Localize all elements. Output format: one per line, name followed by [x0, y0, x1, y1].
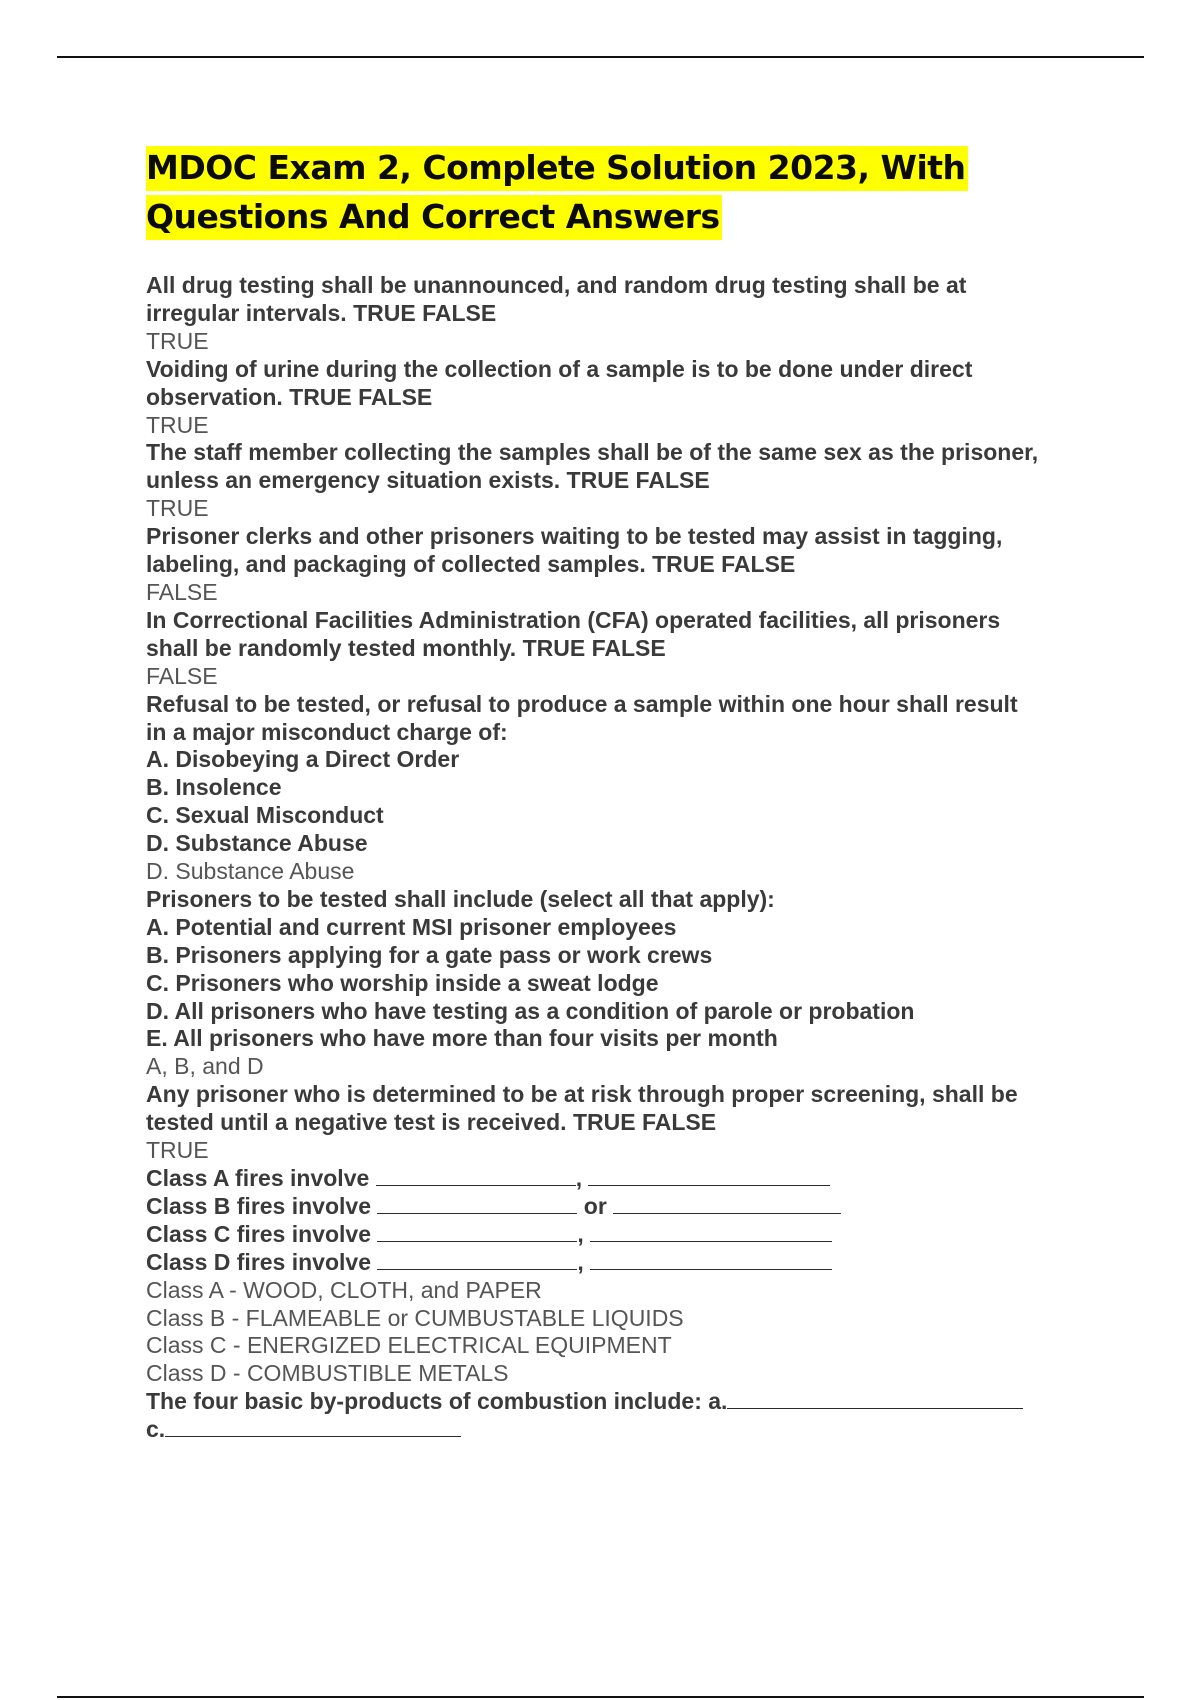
- blank-line: [377, 1223, 577, 1242]
- option-item: A. Disobeying a Direct Order: [146, 746, 460, 773]
- answer-text: TRUE: [146, 495, 209, 522]
- blank-line: [727, 1390, 1023, 1409]
- answer-text: TRUE: [146, 411, 209, 438]
- option-item: D. Substance Abuse: [146, 830, 368, 857]
- question-text: tested until a negative test is received. TRUE FALSE: [146, 1109, 717, 1136]
- answer-text: Class A - WOOD, CLOTH, and PAPER: [146, 1276, 542, 1303]
- blank-line: [590, 1223, 832, 1242]
- answer-text: TRUE: [146, 1137, 209, 1164]
- question-text: Any prisoner who is determined to be at risk through proper screening, shall be: [146, 1081, 1018, 1108]
- fill-in-label: Class B fires involve: [146, 1192, 371, 1219]
- answer-text: A, B, and D: [146, 1053, 264, 1080]
- question-text: Refusal to be tested, or refusal to produce a sample within one hour shall result: [146, 690, 1018, 717]
- option-item: D. All prisoners who have testing as a condition of parole or probation: [146, 997, 915, 1024]
- top-rule: [57, 56, 1144, 58]
- question-text: All drug testing shall be unannounced, and random drug testing shall be at: [146, 272, 967, 298]
- answer-text: FALSE: [146, 578, 218, 605]
- option-item: A. Potential and current MSI prisoner employees: [146, 913, 677, 940]
- blank-line: [377, 1251, 577, 1270]
- question-text: [146, 1416, 1106, 1444]
- blank-line: [588, 1167, 830, 1186]
- fill-in-separator: or: [583, 1192, 607, 1219]
- title-line-1: MDOC Exam 2, Complete Solution 2023, With: [146, 146, 968, 191]
- answer-text: Class B - FLAMEABLE or CUMBUSTABLE LIQUIDS: [146, 1304, 684, 1331]
- question-text-part: The four basic by-products of combustion include: a.: [146, 1388, 728, 1415]
- question-text: Voiding of urine during the collection of a sample is to be done under direct: [146, 355, 973, 382]
- bottom-rule: [57, 1696, 1144, 1698]
- fill-in-separator: ,: [577, 1220, 584, 1247]
- blank-line: [376, 1167, 576, 1186]
- fill-in-line: [146, 1193, 1106, 1221]
- answer-text: D. Substance Abuse: [146, 858, 355, 885]
- question-text: shall be randomly tested monthly. TRUE FALSE: [146, 634, 666, 661]
- document-body: [146, 272, 1106, 1444]
- question-text: in a major misconduct charge of:: [146, 718, 508, 745]
- question-text: Prisoners to be tested shall include (select all that apply):: [146, 885, 775, 912]
- option-item: E. All prisoners who have more than four visits per month: [146, 1025, 778, 1052]
- fill-in-separator: ,: [577, 1248, 584, 1275]
- option-item: B. Insolence: [146, 774, 282, 801]
- option-item: C. Sexual Misconduct: [146, 802, 384, 829]
- question-text: [146, 1388, 1106, 1416]
- answer-text: FALSE: [146, 662, 218, 689]
- title-line-2: Questions And Correct Answers: [146, 195, 722, 240]
- answer-text: Class D - COMBUSTIBLE METALS: [146, 1360, 509, 1387]
- fill-in-separator: ,: [575, 1165, 583, 1191]
- question-text: In Correctional Facilities Administration (CFA) operated facilities, all prisoners: [146, 606, 1001, 633]
- fill-in-label: Class D fires involve: [146, 1248, 371, 1275]
- blank-line: [590, 1251, 832, 1270]
- question-text: irregular intervals. TRUE FALSE: [146, 299, 497, 326]
- question-text: observation. TRUE FALSE: [146, 383, 433, 410]
- fill-in-line: [146, 1165, 1106, 1193]
- fill-in-label: Class A fires involve: [146, 1165, 370, 1191]
- blank-line: [613, 1195, 841, 1214]
- answer-text: Class C - ENERGIZED ELECTRICAL EQUIPMENT: [146, 1332, 672, 1359]
- answer-text: TRUE: [146, 327, 209, 354]
- option-item: C. Prisoners who worship inside a sweat lodge: [146, 969, 659, 996]
- blank-line: [377, 1195, 577, 1214]
- document-title: [146, 143, 1066, 241]
- option-item: B. Prisoners applying for a gate pass or work crews: [146, 941, 713, 968]
- blank-line: [165, 1418, 461, 1437]
- question-text: unless an emergency situation exists. TRUE FALSE: [146, 467, 710, 494]
- fill-in-line: [146, 1221, 1106, 1249]
- fill-in-label: Class C fires involve: [146, 1220, 371, 1247]
- question-text: The staff member collecting the samples shall be of the same sex as the prisoner,: [146, 439, 1039, 466]
- question-text-part: c.: [146, 1416, 166, 1443]
- question-text: Prisoner clerks and other prisoners waiting to be tested may assist in tagging,: [146, 523, 1003, 550]
- fill-in-line: [146, 1249, 1106, 1277]
- question-text: labeling, and packaging of collected samples. TRUE FALSE: [146, 551, 796, 578]
